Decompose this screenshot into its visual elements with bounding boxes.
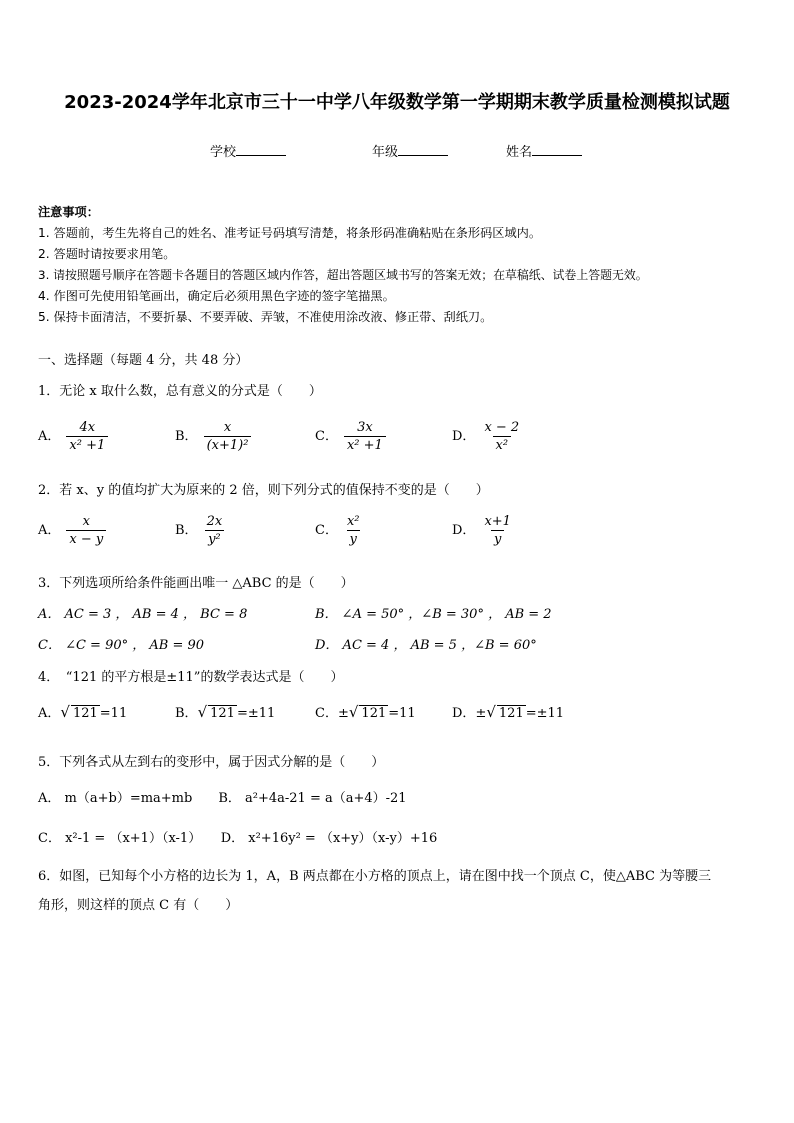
q3-option-c: C． ∠C = 90° ， AB = 90 [38,638,205,653]
school-field [210,141,286,160]
question-4-stem: 4． “121 的平方根是±11”的数学表达式是（ ） [38,670,344,685]
q5-options-cd: C． x²-1 = （x+1）（x-1） D． x²+16y² = （x+y）（x-y）+16 [38,831,438,846]
grade-field [372,141,448,160]
q3-option-b: B． ∠A = 50° ，∠B = 30° ， AB = 2 [315,607,552,622]
q1-option-b: B． $\frac{x}{\text{(x+1)²}}$ [175,420,251,453]
name-blank [532,143,582,156]
note-item: 3. 请按照题号顺序在答题卡各题目的答题区域内作答，超出答题区域书写的答案无效；在草稿纸、试卷上答题无效。 [38,268,648,282]
question-2-stem: 2．若 x、y 的值均扩大为原来的 2 倍，则下列分式的值保持不变的是（ ） [38,483,489,498]
q4-option-d: D．±√ 121 =±11 [452,703,565,721]
question-3-stem: 3．下列选项所给条件能画出唯一 △ABC 的是（ ） [38,576,354,591]
note-item: 5. 保持卡面清洁，不要折暴、不要弄破、弄皱，不准使用涂改液、修正带、刮纸刀。 [38,310,493,324]
q3-option-d: D． AC = 4 ， AB = 5 ，∠B = 60° [315,638,537,653]
question-5-stem: 5．下列各式从左到右的变形中，属于因式分解的是（ ） [38,755,385,770]
note-item: 4. 作图可先使用铅笔画出，确定后必须用黑色字迹的签字笔描黑。 [38,289,395,303]
school-label: 学校 [210,145,237,160]
q4-option-c: C．±√ 121 =11 [315,703,416,721]
question-1-stem: 1．无论 x 取什么数，总有意义的分式是（ ） [38,384,322,399]
q3-option-a: A． AC = 3 ， AB = 4 ， BC = 8 [38,607,248,622]
name-label: 姓名 [506,145,533,160]
q2-option-c: C． $\frac{\text{x²}}{y}$ [315,514,360,547]
q2-option-b: B． $\frac{2x}{\text{y²}}$ [175,514,223,547]
page-title: 2023-2024学年北京市三十一中学八年级数学第一学期期末教学质量检测模拟试题 [64,92,730,113]
name-field [506,141,582,160]
question-6-stem-line-1: 6．如图，已知每个小方格的边长为 1，A，B 两点都在小方格的顶点上，请在图中找一个顶点 C，使△ABC 为等腰三 [38,869,712,884]
question-6-stem-line-2: 角形，则这样的顶点 C 有（ ） [38,898,239,913]
q4-option-b: B．√ 121 =±11 [175,703,276,721]
section-heading: 一、选择题（每题 4 分，共 48 分） [38,353,249,368]
q5-options-ab: A． m（a+b）=ma+mb B． a²+4a-21 = a（a+4）-21 [38,791,407,806]
note-item: 2. 答题时请按要求用笔。 [38,247,176,261]
q4-option-a: A．√ 121 =11 [38,703,128,721]
q2-option-a: A． $\frac{x}{x - y}$ [38,514,106,547]
note-item: 1. 答题前，考生先将自己的姓名、准考证号码填写清楚，将条形码准确粘贴在条形码区域内。 [38,226,542,240]
q1-option-a: A． $\frac{4x}{\text{x² +1}}$ [38,420,108,453]
notes-heading: 注意事项： [38,205,99,219]
school-blank [236,143,286,156]
q2-option-d: D． $\frac{x+1}{y}$ [452,514,511,547]
q1-option-c: C． $\frac{3x}{\text{x² +1}}$ [315,420,386,453]
q1-option-d: D． $\frac{x - 2}{\text{x²}}$ [452,420,520,453]
grade-label: 年级 [372,145,399,160]
grade-blank [398,143,448,156]
